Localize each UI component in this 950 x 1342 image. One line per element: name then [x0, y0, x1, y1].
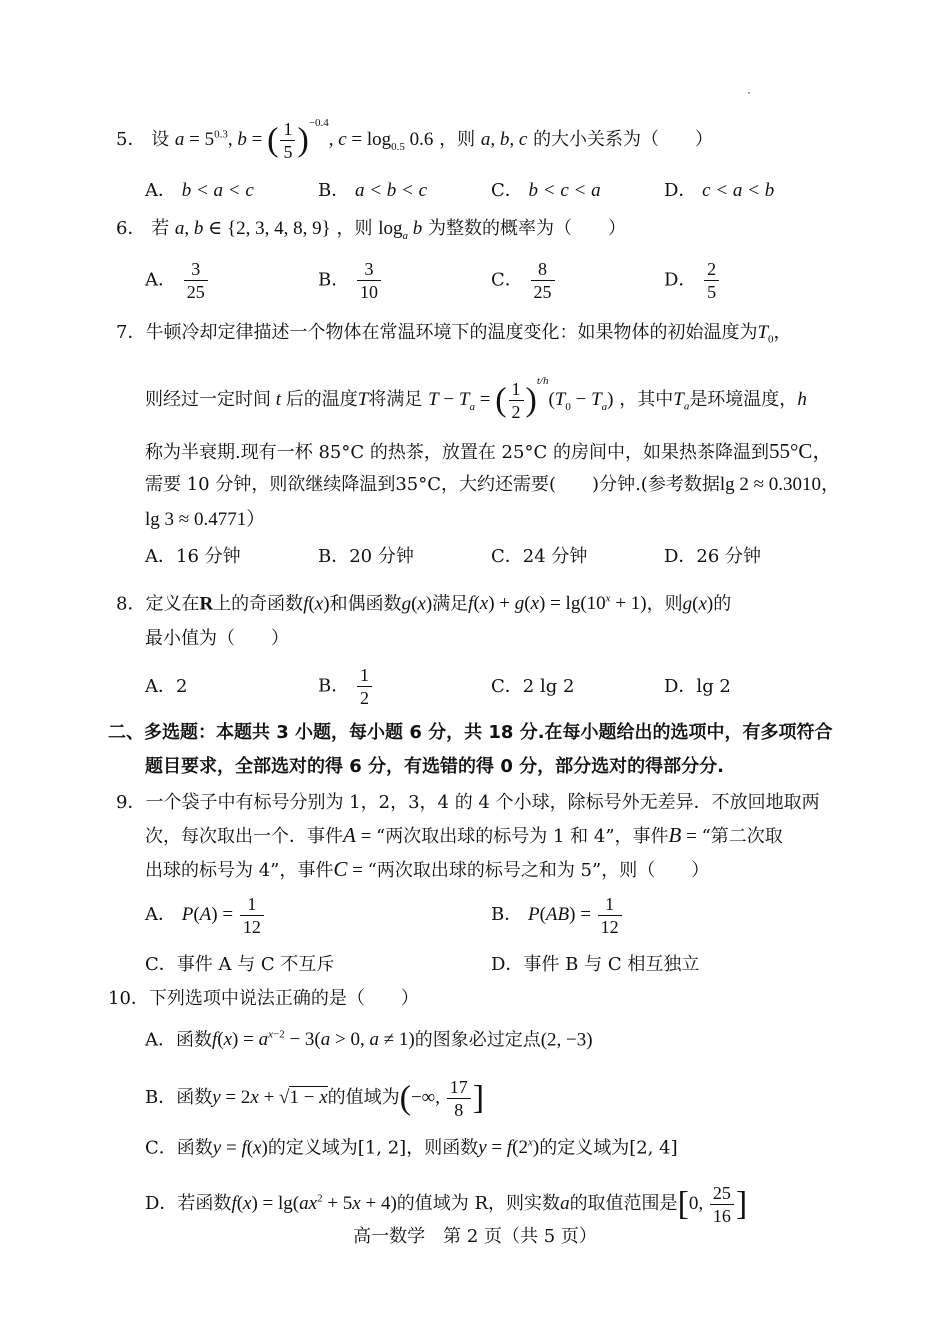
question-number: 10． — [108, 988, 149, 1009]
formula: a, b ∈ {2, 3, 4, 8, 9} — [174, 218, 331, 239]
option-d: D．lg 2 — [664, 676, 731, 697]
option-d: D． c < a < b — [664, 180, 775, 201]
question-number: 9． — [116, 792, 146, 813]
option-d: D．26 分钟 — [664, 546, 762, 567]
question-7-line-5: lg 3 ≈ 0.4771） — [145, 509, 266, 530]
question-8-line-2: 最小值为（ ） — [145, 628, 289, 649]
option-c: C． $\frac{8}{25}$ — [491, 258, 557, 303]
formula: $a = 5^{0.3}$, b = ( $\frac{1}{5}$ )$^{-0.4}$, $c = \log_{0.5} 0.6$ — [174, 116, 434, 162]
option-d: D．若函数$f(x) = \lg(ax^2 + 5x + 4)$的值域为 R，则实数a的取值范围是[0, $\frac{25}{16}$ ] — [145, 1183, 748, 1226]
option-c: C． b < c < a — [491, 180, 601, 201]
option-c: C．24 分钟 — [491, 546, 588, 567]
section-2-heading: 二、多选题：本题共 3 小题，每小题 6 分，共 18 分.在每小题给出的选项中，有多项符合 — [108, 722, 833, 743]
question-6: 6． 若 a, b ∈ {2, 3, 4, 8, 9} ，则 $\log_a b$ 为整数的概率为（ ） — [116, 218, 626, 242]
option-a: A．16 分钟 — [145, 546, 241, 567]
option-a: A． P(A) = $\frac{1}{12}$ — [145, 893, 266, 938]
option-b: B． $\frac{3}{10}$ — [318, 258, 383, 303]
option-b: B． P(AB) = $\frac{1}{12}$ — [491, 893, 624, 938]
section-2-heading-cont: 题目要求，全部选对的得 6 分，有选错的得 0 分，部分选对的得部分分. — [145, 756, 724, 777]
option-a: A． b < a < c — [145, 180, 254, 201]
option-a: A． $\frac{3}{25}$ — [145, 258, 210, 303]
option-a: A．2 — [145, 676, 188, 697]
option-c: C．2 lg 2 — [491, 676, 575, 697]
formula: $f(x) + g(x) = \lg(10^x + 1)$ — [468, 593, 647, 615]
option-c: C．函数y = f(x)的定义域为[1, 2]，则函数$y = f(2^x)$的定义域为[2, 4] — [145, 1137, 678, 1159]
option-b: B．函数y = 2x + √1 − x的值域为(−∞, $\frac{17}{8}$ ] — [145, 1077, 485, 1120]
option-a: A．函数$f(x) = a^{x-2} - 3(a > 0$, a ≠ 1)的图象必过定点(2, −3) — [145, 1029, 593, 1051]
question-8: 8．定义在R上的奇函数f(x)和偶函数g(x)满足$f(x) + g(x) = \lg(10^x + 1)$，则g(x)的 — [116, 593, 732, 615]
option-c: C．事件 A 与 C 不互斥 — [145, 954, 335, 975]
page-footer: 高一数学 第 2 页（共 5 页） — [353, 1226, 597, 1247]
question-number: 7． — [116, 322, 146, 343]
question-5: 5． 设 $a = 5^{0.3}$, b = ( $\frac{1}{5}$ )$^{-0.4}$, $c = \log_{0.5} 0.6$ ，则 a, b, c 的大小关系为（ ） — [116, 116, 714, 162]
option-d: D． $\frac{2}{5}$ — [664, 258, 721, 303]
question-number: 5． — [116, 128, 146, 150]
option-b: B． a < b < c — [318, 180, 428, 201]
question-number: 8． — [116, 593, 146, 615]
formula: $T - T_a$ = ( $\frac{1}{2}$ )$^{t/h}(T_0 - T_a)$ — [428, 374, 614, 422]
question-7-line-3: 称为半衰期.现有一杯 85°C 的热茶，放置在 25°C 的房间中，如果热茶降温到55°C， — [145, 439, 834, 463]
option-d: D．事件 B 与 C 相互独立 — [491, 954, 700, 975]
option-b: B．20 分钟 — [318, 546, 414, 567]
question-10: 10．下列选项中说法正确的是（ ） — [108, 988, 419, 1009]
option-b: B． $\frac{1}{2}$ — [318, 664, 374, 709]
question-number: 6． — [116, 218, 146, 239]
question-7: 7．牛顿冷却定律描述一个物体在常温环境下的温度变化：如果物体的初始温度为$T_0$， — [116, 322, 792, 346]
question-9-line-3: 出球的标号为 4”，事件C = “两次取出球的标号之和为 5”，则（ ） — [145, 857, 710, 881]
question-9-line-2: 次，每次取出一个．事件A = “两次取出球的标号为 1 和 4”，事件B = “第二次取 — [145, 823, 783, 847]
question-9: 9．一个袋子中有标号分别为 1，2，3，4 的 4 个小球，除标号外无差异．不放回地取两 — [116, 792, 820, 813]
scan-dot — [748, 92, 750, 94]
question-7-line-4: 需要 10 分钟，则欲继续降温到35°C，大约还需要( )分钟.(参考数据lg 2 ≈ 0.3010， — [145, 474, 841, 495]
question-7-line-2: 则经过一定时间 t 后的温度T将满足 $T - T_a$ = ( $\frac{1}{2}$ )$^{t/h}(T_0 - T_a)$ ，其中$T_a$是环境温度，h — [145, 374, 807, 422]
